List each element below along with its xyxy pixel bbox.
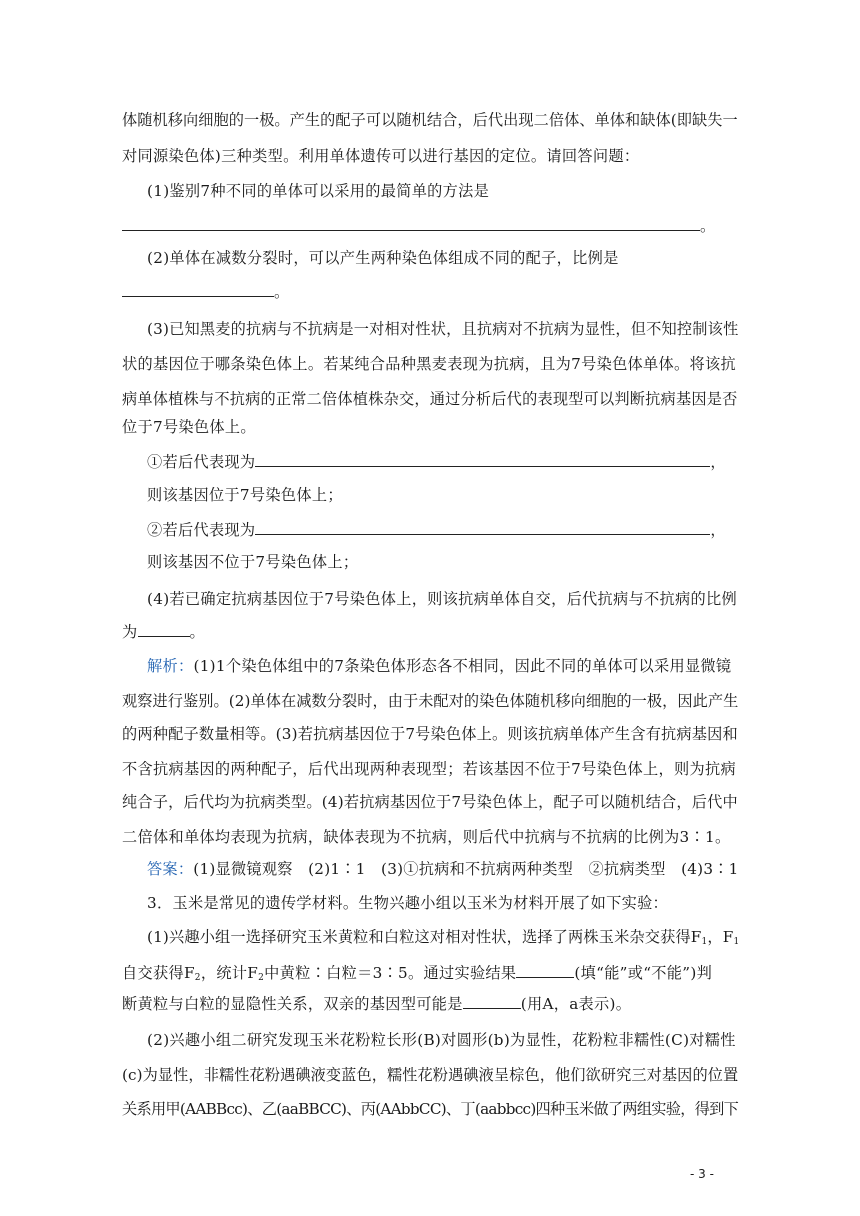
answer-blank [255,452,710,467]
question-5b-line: 关系用甲(AABBcc)、乙(aaBBCC)、丙(AAbbCC)、丁(aabbcc)四种玉米做了两组实验，得到下 [122,1100,739,1118]
analysis-line: 观察进行鉴别。(2)单体在减数分裂时，由于未配对的染色体随机移向细胞的一极，因此产生 [122,692,739,710]
answer-label: 答案： [147,860,194,878]
question-5a-line: (1)兴趣小组一选择研究玉米黄粒和白粒这对相对性状，选择了两株玉米杂交获得$F_1$，$F_1$ [147,928,740,947]
analysis-line: 二倍体和单体均表现为抗病，缺体表现为不抗病，则后代中抗病与不抗病的比例为3∶1。 [122,828,731,846]
question-4-line: (4)若已确定抗病基因位于7号染色体上，则该抗病单体自交，后代抗病与不抗病的比例 [147,590,737,608]
answer-blank [463,994,521,1009]
answer-blank [516,963,574,978]
question-5a-line: 自交获得$F_2$，统计$F_2$中黄粒∶白粒＝3∶5。通过实验结果 (填“能”或“不能”)判 [122,964,713,983]
paragraph-line: 体随机移向细胞的一极。产生的配子可以随机结合，后代出现二倍体、单体和缺体(即缺失一 [122,111,738,129]
question-5a-line: 断黄粒与白粒的显隐性关系，双亲的基因型可能是 (用A，a表示)。 [122,995,632,1013]
question-4-blank-line: 为 。 [122,623,205,641]
question-3b-line: ②若后代表现为 ， [147,521,726,539]
answer-blank [122,216,700,231]
analysis-line: 解析：(1)1个染色体组中的7条染色体形态各不相同，因此不同的单体可以采用显微镜 [147,657,732,675]
answer-line: 答案：(1)显微镜观察 (2)1∶1 (3)①抗病和不抗病两种类型 ②抗病类型 (4)3∶1 [147,860,739,878]
answer-blank [255,520,710,535]
question-3-line: (3)已知黑麦的抗病与不抗病是一对相对性状，且抗病对不抗病为显性，但不知控制该性 [147,320,739,338]
analysis-line: 纯合子，后代均为抗病类型。(4)若抗病基因位于7号染色体上，配子可以随机结合，后代中 [122,793,738,811]
question-3a-line: ①若后代表现为 ， [147,453,726,471]
question-5b-line: (2)兴趣小组二研究发现玉米花粉粒长形(B)对圆形(b)为显性，花粉粒非糯性(C)对糯性 [147,1031,736,1049]
analysis-line: 的两种配子数量相等。(3)若抗病基因位于7号染色体上。则该抗病单体产生含有抗病基因和 [122,725,738,743]
question-5b-line: (c)为显性，非糯性花粉遇碘液变蓝色，糯性花粉遇碘液呈棕色，他们欲研究三对基因的位置 [122,1066,739,1084]
paragraph-line: 对同源染色体)三种类型。利用单体遗传可以进行基因的定位。请回答问题： [122,147,640,165]
page-number: - 3 - [690,1167,714,1181]
answer-blank [122,282,274,297]
question-3a-result: 则该基因位于7号染色体上； [147,486,343,504]
question-3-line: 位于7号染色体上。 [122,418,256,436]
question-3b-result: 则该基因不位于7号染色体上； [147,553,359,571]
analysis-label: 解析： [147,657,194,675]
question-2-line: (2)单体在减数分裂时，可以产生两种染色体组成不同的配子，比例是 [147,249,619,267]
question-3-line: 病单体植株与不抗病的正常二倍体植株杂交，通过分析后代的表现型可以判断抗病基因是否 [122,390,738,408]
analysis-line: 不含抗病基因的两种配子，后代出现两种表现型；若该基因不位于7号染色体上，则为抗病 [122,760,736,778]
question-1-blank-line: 。 [122,216,716,236]
question-1-line: (1)鉴别7种不同的单体可以采用的最简单的方法是 [147,182,490,200]
question-2-blank-line: 。 [122,282,290,302]
question-3-line: 状的基因位于哪条染色体上。若某纯合品种黑麦表现为抗病，且为7号染色体单体。将该抗 [122,355,736,373]
answer-blank [138,622,190,637]
question-5-line: 3．玉米是常见的遗传学材料。生物兴趣小组以玉米为材料开展了如下实验： [147,894,669,912]
